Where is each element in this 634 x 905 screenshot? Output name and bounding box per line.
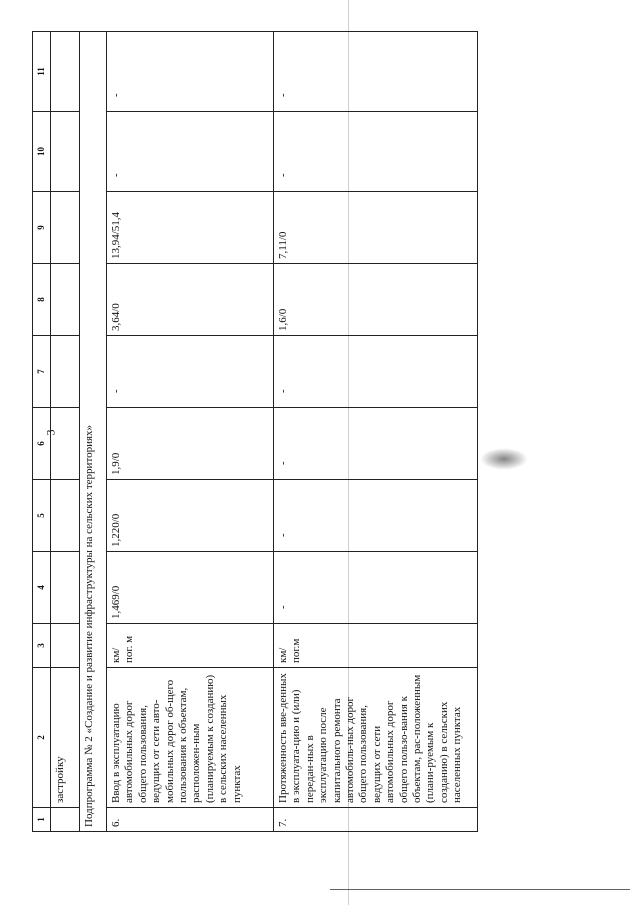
table-cell bbox=[51, 32, 80, 112]
continuation-text: застройку bbox=[51, 668, 80, 808]
value-cell: 1,6/0 bbox=[274, 264, 478, 336]
table-row bbox=[274, 32, 478, 832]
value-cell: 7,11/0 bbox=[274, 192, 478, 264]
value-cell: - bbox=[274, 336, 478, 408]
rotated-table-container bbox=[32, 32, 532, 832]
table-cell bbox=[51, 480, 80, 552]
table-cell bbox=[51, 808, 80, 832]
column-header: 11 bbox=[33, 32, 51, 112]
value-cell: - bbox=[107, 336, 274, 408]
header-row bbox=[33, 32, 51, 832]
table-cell bbox=[51, 336, 80, 408]
column-header: 9 bbox=[33, 192, 51, 264]
row-number: 7. bbox=[274, 808, 478, 832]
value-cell: - bbox=[274, 408, 478, 480]
unit-cell: км/ пог. м bbox=[107, 624, 274, 668]
value-cell: - bbox=[107, 32, 274, 112]
column-header: 5 bbox=[33, 480, 51, 552]
value-cell: - bbox=[274, 552, 478, 624]
value-cell: - bbox=[274, 32, 478, 112]
column-header: 2 bbox=[33, 668, 51, 808]
value-cell: 1,9/0 bbox=[107, 408, 274, 480]
table-cell bbox=[51, 408, 80, 480]
indicators-table bbox=[32, 31, 478, 832]
column-header: 1 bbox=[33, 808, 51, 832]
subprogram-title: Подпрограмма № 2 «Создание и развитие инфраструктуры на сельских территориях» bbox=[80, 32, 107, 832]
table-cell bbox=[51, 624, 80, 668]
value-cell: 1,469/0 bbox=[107, 552, 274, 624]
table-cell bbox=[51, 112, 80, 192]
value-cell: - bbox=[107, 112, 274, 192]
column-header: 10 bbox=[33, 112, 51, 192]
subprogram-row bbox=[80, 32, 107, 832]
table-cell bbox=[51, 552, 80, 624]
value-cell: 1,220/0 bbox=[107, 480, 274, 552]
table-cell bbox=[51, 192, 80, 264]
column-header: 8 bbox=[33, 264, 51, 336]
column-header: 7 bbox=[33, 336, 51, 408]
indicator-name: Ввод в эксплуатацию автомобильных дорог общего пользования, ведущих от сети авто-мобильных дорог об-щего пользования к объектам, расположен-ным (планируемым к созданию) в сельских населенных пунктах bbox=[107, 668, 274, 808]
value-cell: - bbox=[274, 480, 478, 552]
value-cell: 13,94/51,4 bbox=[107, 192, 274, 264]
indicator-name: Протяженность вве-денных в эксплуата-цию и (или) передан-ных в эксплуатацию после капитального ремонта автомобиль-ных дорог общего пользования, ведущих от сети автомобильных дорог общего пользо-вания к объектам, рас-положенным (плани-руемым к созданию) в сельских населенных пунктах bbox=[274, 668, 478, 808]
table-row bbox=[107, 32, 274, 832]
ink-smudge bbox=[480, 448, 528, 470]
value-cell: 3,64/0 bbox=[107, 264, 274, 336]
scan-edge-line bbox=[330, 889, 630, 890]
column-header: 3 bbox=[33, 624, 51, 668]
page-number: 3 bbox=[43, 429, 58, 436]
unit-cell: км/ пог.м bbox=[274, 624, 478, 668]
value-cell: - bbox=[274, 112, 478, 192]
row-number: 6. bbox=[107, 808, 274, 832]
column-header: 4 bbox=[33, 552, 51, 624]
column-header: 6 bbox=[33, 408, 51, 480]
continuation-row bbox=[51, 32, 80, 832]
table-cell bbox=[51, 264, 80, 336]
